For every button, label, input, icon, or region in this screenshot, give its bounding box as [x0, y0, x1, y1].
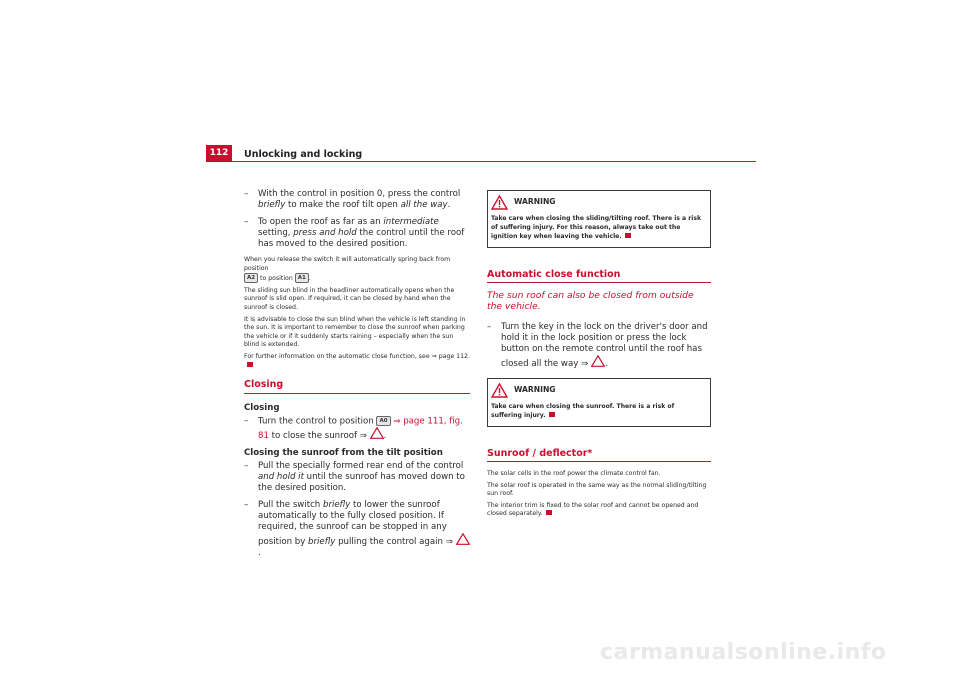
- step-key-lock: – Turn the key in the lock on the driver's door and hold it in the lock position or press the lock button on the remote control until the roof has closed all the way ⇒ .: [487, 322, 708, 370]
- note-sun-blind: The sliding sun blind in the headliner automatically opens when the sunroof is slid open. If required, it can be closed by hand when the sunroof is closed.: [244, 286, 455, 311]
- warning-box-sliding-roof: [487, 190, 711, 248]
- subheading-tilt-close: Closing the sunroof from the tilt position: [244, 448, 443, 459]
- position-badge-a0: A0: [376, 416, 390, 426]
- step-tilt-open: – With the control in position 0, press the control briefly to make the roof tilt open all the way.: [244, 189, 461, 210]
- section-title-closing: Closing: [244, 379, 284, 391]
- warning-label: WARNING: [514, 385, 556, 395]
- warning-icon: [491, 195, 508, 210]
- notes: [244, 256, 470, 370]
- watermark: carmanualsonline.info: [600, 640, 887, 665]
- warning-triangle-icon: [370, 427, 384, 439]
- section-subtitle: The sun roof can also be closed from outside the vehicle.: [487, 290, 694, 312]
- subheading-closing: Closing: [244, 402, 280, 413]
- closing-section: [244, 380, 470, 559]
- page-reference-link[interactable]: ⇒ page 111, fig. 81: [258, 416, 463, 442]
- left-column: [244, 189, 470, 565]
- step-pull-briefly: – Pull the switch briefly to lower the sunroof automatically to the fully closed position. If required, the sunroof can be stopped in any position by briefly pulling the control again ⇒ .: [244, 500, 470, 559]
- warning-header: [491, 383, 707, 398]
- note-spring-back: When you release the switch it will automatically spring back from position A2 to position A1 .: [244, 256, 451, 283]
- step-close-position: – Turn the control to position A0 ⇒ page 111, fig. 81 to close the sunroof ⇒ .: [244, 415, 463, 442]
- deflector-text-1: The solar cells in the roof power the climate control fan.: [487, 470, 661, 478]
- step-pull-hold: – Pull the specially formed rear end of the control and hold it until the sunroof has moved down to the desired position.: [244, 461, 465, 494]
- position-badge-a1: A1: [295, 273, 309, 283]
- page-number: 112: [206, 145, 232, 161]
- note-close-blind: It is advisable to close the sun blind when the vehicle is left standing in the sun. It is important to remember to close the sunroof when parking the vehicle or if it suddenly starts raining – especially when the sun blind is extended.: [244, 315, 466, 349]
- open-steps: [244, 189, 470, 250]
- section-rule: [244, 393, 470, 394]
- step-intermediate: – To open the roof as far as an intermediate setting, press and hold the control until the roof has moved to the desired position.: [244, 217, 465, 249]
- warning-label: WARNING: [514, 197, 556, 207]
- automatic-close-section: [487, 270, 711, 371]
- note-further-info: For further information on the automatic close function, see ⇒ page 112.: [244, 353, 470, 370]
- warning-triangle-icon: [456, 533, 470, 545]
- warning-text: Take care when closing the sunroof. There is a risk of suffering injury.: [491, 403, 675, 420]
- section-title-deflector: Sunroof / deflector*: [487, 447, 593, 459]
- section-rule: [487, 282, 711, 283]
- header-rule: [206, 161, 756, 162]
- position-badge-a2: A2: [244, 273, 258, 283]
- end-marker: [549, 412, 555, 417]
- end-marker: [625, 233, 631, 238]
- section-rule: [487, 461, 711, 462]
- deflector-section: [487, 449, 711, 519]
- end-marker: [546, 510, 552, 515]
- section-title-automatic-close: Automatic close function: [487, 268, 621, 280]
- end-marker: [247, 362, 253, 367]
- warning-icon: [491, 383, 508, 398]
- warning-triangle-icon: [591, 355, 605, 367]
- warning-header: [491, 195, 707, 210]
- right-column: [487, 190, 711, 522]
- warning-text: Take care when closing the sliding/tilting roof. There is a risk of suffering injury. For this reason, always take out the ignition key when leaving the vehicle.: [491, 215, 702, 241]
- chapter-title: Unlocking and locking: [244, 149, 363, 160]
- warning-box-sunroof: [487, 378, 711, 426]
- deflector-text-3: The interior trim is fixed to the solar roof and cannot be opened and closed separately.: [487, 501, 699, 518]
- deflector-text-2: The solar roof is operated in the same way as the normal sliding/tilting sun roof.: [487, 481, 707, 498]
